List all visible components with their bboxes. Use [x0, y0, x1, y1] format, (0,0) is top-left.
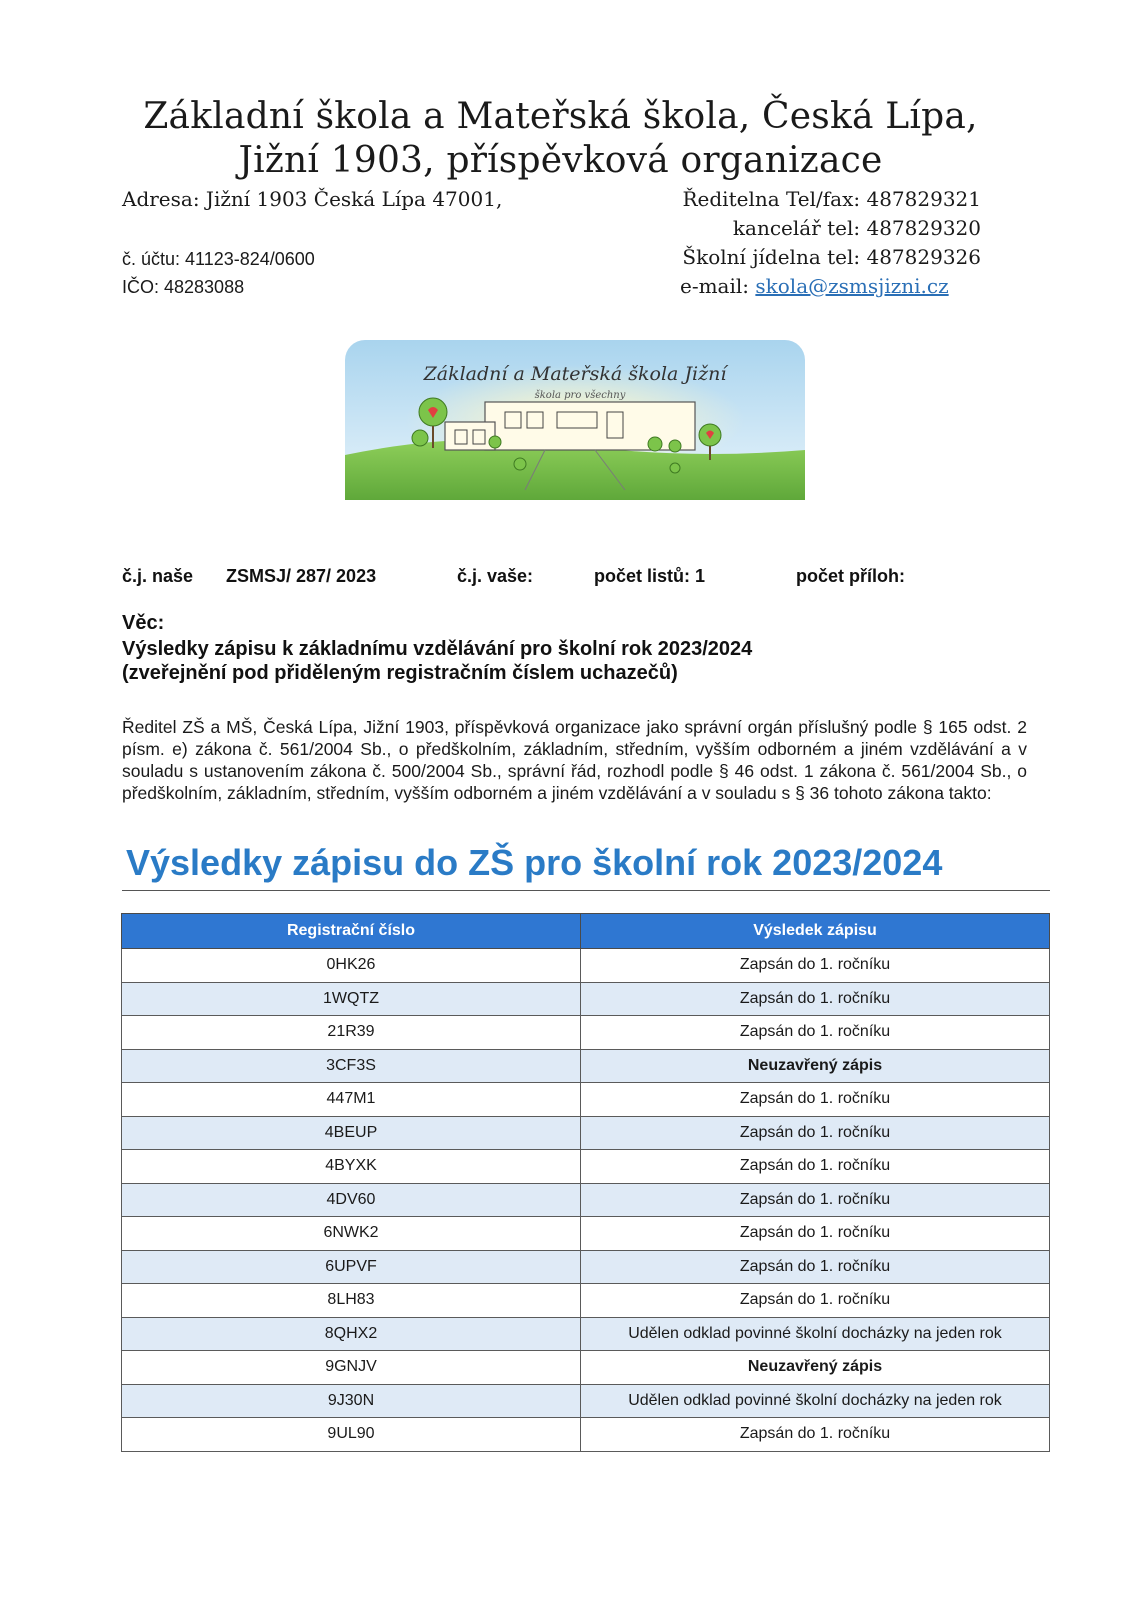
attachment-count: počet příloh: — [796, 566, 905, 586]
logo-subtext: škola pro všechny — [534, 390, 626, 401]
result-cell: Zapsán do 1. ročníku — [581, 1250, 1050, 1284]
table-row — [122, 982, 1050, 1016]
result-cell: Udělen odklad povinné školní docházky na jeden rok — [581, 1317, 1050, 1351]
registration-number-cell: 6NWK2 — [122, 1217, 581, 1251]
email-label: e-mail: — [680, 274, 756, 298]
result-cell: Neuzavřený zápis — [581, 1351, 1050, 1385]
table-row — [122, 1351, 1050, 1385]
decision-text: Ředitel ZŠ a MŠ, Česká Lípa, Jižní 1903, příspěvková organizace jako správní orgán příslušný podle § 165 odst. 2 písm. e) zákona č. 561/2004 Sb., o předškolním, základním, středním, vyšším odborném a jiném vzdělávání a v souladu s ustanovením zákona č. 500/2004 Sb., správní řád, rozhodl podle § 46 odst. 1 zákona č. 561/2004 Sb., o předškolním, základním, středním, vyšším odborném a jiném vzdělávání a v souladu s § 36 tohoto zákona takto: — [122, 717, 1027, 803]
subject-line1: Výsledky zápisu k základnímu vzdělávání pro školní rok 2023/2024 — [122, 638, 753, 660]
result-cell: Zapsán do 1. ročníku — [581, 1016, 1050, 1050]
result-cell: Zapsán do 1. ročníku — [581, 1217, 1050, 1251]
table-row — [122, 1116, 1050, 1150]
our-ref-value: ZSMSJ/ 287/ 2023 — [226, 566, 377, 586]
subject-line2: (zveřejnění pod přiděleným registračním číslem uchazečů) — [122, 662, 678, 684]
registration-number-cell: 4BEUP — [122, 1116, 581, 1150]
ico-number: IČO: 48283088 — [122, 277, 245, 297]
table-header-row — [122, 914, 1050, 949]
column-header-registration: Registrační číslo — [122, 914, 581, 949]
result-cell: Zapsán do 1. ročníku — [581, 1418, 1050, 1452]
registration-number-cell: 9J30N — [122, 1384, 581, 1418]
results-body — [122, 949, 1050, 1452]
school-name-line2: Jižní 1903, příspěvková organizace — [238, 140, 883, 181]
registration-number-cell: 3CF3S — [122, 1049, 581, 1083]
registration-number-cell: 0HK26 — [122, 949, 581, 983]
heading-rule — [122, 890, 1050, 891]
table-row — [122, 1384, 1050, 1418]
table-row — [122, 1016, 1050, 1050]
bank-account: č. účtu: 41123-824/0600 — [122, 249, 315, 269]
result-cell: Zapsán do 1. ročníku — [581, 949, 1050, 983]
table-row — [122, 1150, 1050, 1184]
results-table — [121, 913, 1050, 1452]
table-row — [122, 1250, 1050, 1284]
table-row — [122, 1083, 1050, 1117]
address: Adresa: Jižní 1903 Česká Lípa 47001, — [122, 187, 503, 211]
registration-number-cell: 21R39 — [122, 1016, 581, 1050]
director-phone: Ředitelna Tel/fax: 487829321 — [682, 187, 981, 211]
school-name-line1: Základní škola a Mateřská škola, Česká Lípa, — [143, 96, 978, 137]
your-ref-label: č.j. vaše: — [457, 566, 534, 586]
table-row — [122, 1049, 1050, 1083]
email-line — [680, 274, 949, 298]
logo-text: Základní a Mateřská škola Jižní — [423, 363, 727, 385]
result-cell: Zapsán do 1. ročníku — [581, 982, 1050, 1016]
result-cell: Udělen odklad povinné školní docházky na jeden rok — [581, 1384, 1050, 1418]
table-row — [122, 949, 1050, 983]
registration-number-cell: 447M1 — [122, 1083, 581, 1117]
table-row — [122, 1217, 1050, 1251]
school-logo — [345, 340, 805, 500]
results-heading: Výsledky zápisu do ZŠ pro školní rok 2023/2024 — [126, 842, 943, 883]
registration-number-cell: 9GNJV — [122, 1351, 581, 1385]
table-row — [122, 1418, 1050, 1452]
result-cell: Neuzavřený zápis — [581, 1049, 1050, 1083]
sheet-count: počet listů: 1 — [594, 566, 706, 586]
registration-number-cell: 1WQTZ — [122, 982, 581, 1016]
our-ref-label: č.j. naše — [122, 566, 194, 586]
table-row — [122, 1284, 1050, 1318]
email-link[interactable]: skola@zsmsjizni.cz — [755, 274, 949, 298]
result-cell: Zapsán do 1. ročníku — [581, 1116, 1050, 1150]
registration-number-cell: 8LH83 — [122, 1284, 581, 1318]
table-row — [122, 1183, 1050, 1217]
column-header-result: Výsledek zápisu — [581, 914, 1050, 949]
subject-label: Věc: — [122, 612, 165, 634]
result-cell: Zapsán do 1. ročníku — [581, 1183, 1050, 1217]
registration-number-cell: 4DV60 — [122, 1183, 581, 1217]
registration-number-cell: 6UPVF — [122, 1250, 581, 1284]
result-cell: Zapsán do 1. ročníku — [581, 1083, 1050, 1117]
registration-number-cell: 9UL90 — [122, 1418, 581, 1452]
registration-number-cell: 8QHX2 — [122, 1317, 581, 1351]
registration-number-cell: 4BYXK — [122, 1150, 581, 1184]
result-cell: Zapsán do 1. ročníku — [581, 1150, 1050, 1184]
result-cell: Zapsán do 1. ročníku — [581, 1284, 1050, 1318]
canteen-phone: Školní jídelna tel: 487829326 — [682, 245, 981, 269]
office-phone: kancelář tel: 487829320 — [732, 216, 981, 240]
table-row — [122, 1317, 1050, 1351]
